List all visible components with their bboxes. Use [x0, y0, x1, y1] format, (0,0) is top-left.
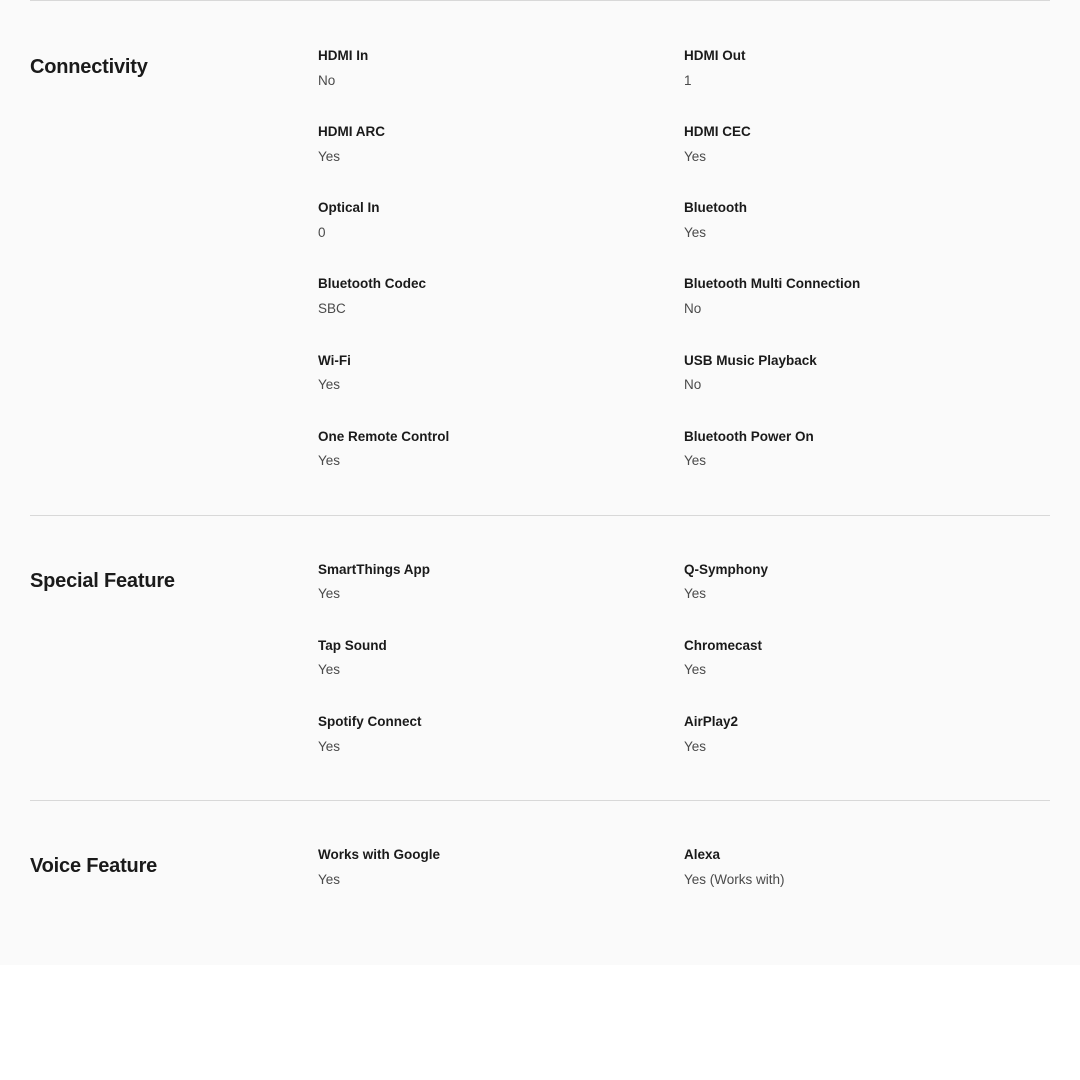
spec-value: Yes	[684, 738, 707, 754]
section-body-connectivity	[318, 46, 1050, 503]
spec-value: Yes	[318, 662, 341, 678]
section-title-special-feature: Special Feature	[30, 569, 175, 592]
spec-item	[318, 636, 684, 680]
spec-label: HDMI Out	[684, 48, 746, 63]
spec-label: USB Music Playback	[684, 352, 817, 368]
spec-value: Yes	[318, 738, 341, 754]
spec-item	[318, 845, 684, 889]
spec-item	[684, 274, 1050, 318]
spec-label: Bluetooth Multi Connection	[684, 276, 861, 292]
spec-item	[684, 351, 1050, 395]
section-title-connectivity: Connectivity	[30, 56, 148, 78]
spec-label: Works with Google	[318, 847, 441, 863]
spec-item	[318, 198, 684, 242]
spec-item	[318, 427, 684, 471]
spec-value: Yes	[684, 148, 707, 164]
spec-label: AirPlay2	[684, 714, 739, 729]
spec-value: No	[684, 377, 702, 393]
spec-value: SBC	[318, 300, 346, 316]
spec-label: Alexa	[684, 847, 721, 863]
spec-item	[684, 198, 1050, 242]
spec-label: SmartThings App	[318, 561, 431, 577]
spec-value: Yes	[318, 453, 341, 469]
spec-value: Yes	[318, 871, 341, 887]
section-title-voice-feature: Voice Feature	[30, 855, 158, 878]
spec-item	[684, 845, 1050, 889]
spec-value: No	[684, 300, 702, 316]
spec-label: HDMI CEC	[684, 124, 751, 140]
spec-value: Yes (Works with)	[684, 871, 785, 887]
section-special-feature	[30, 516, 1050, 800]
section-voice-feature	[30, 801, 1050, 919]
spec-label: Bluetooth Codec	[318, 276, 426, 292]
page-bottom-blank-area	[0, 965, 1080, 1080]
spec-value: Yes	[318, 586, 341, 602]
spec-value: Yes	[318, 148, 341, 164]
spec-item	[684, 427, 1050, 471]
spec-value: Yes	[684, 662, 707, 678]
section-body-voice-feature	[318, 845, 1050, 909]
spec-item	[318, 351, 684, 395]
spec-item	[318, 46, 684, 90]
spec-label: Spotify Connect	[318, 714, 422, 729]
spec-value: 0	[318, 224, 326, 240]
spec-value: No	[318, 72, 336, 88]
spec-item	[318, 274, 684, 318]
spec-value: Yes	[318, 377, 341, 393]
spec-label: Tap Sound	[318, 637, 387, 653]
spec-item	[318, 560, 684, 604]
spec-label: Chromecast	[684, 637, 763, 653]
spec-label: Optical In	[318, 200, 380, 216]
spec-item	[318, 122, 684, 166]
spec-item	[684, 636, 1050, 680]
spec-label: One Remote Control	[318, 428, 450, 444]
spec-value: Yes	[684, 586, 707, 602]
spec-value: Yes	[684, 224, 707, 240]
spec-item	[684, 122, 1050, 166]
spec-value: 1	[684, 72, 692, 88]
section-body-special-feature	[318, 560, 1050, 788]
spec-label: Wi-Fi	[318, 352, 351, 368]
spec-label: Q-Symphony	[684, 561, 769, 577]
spec-value: Yes	[684, 453, 707, 469]
spec-item	[684, 560, 1050, 604]
spec-item	[318, 712, 684, 756]
spec-label: Bluetooth	[684, 200, 747, 216]
spec-item	[684, 712, 1050, 756]
spec-label: Bluetooth Power On	[684, 428, 814, 444]
spec-label: HDMI In	[318, 48, 369, 63]
spec-item	[684, 46, 1050, 90]
spec-label: HDMI ARC	[318, 124, 385, 140]
section-connectivity	[30, 1, 1050, 515]
